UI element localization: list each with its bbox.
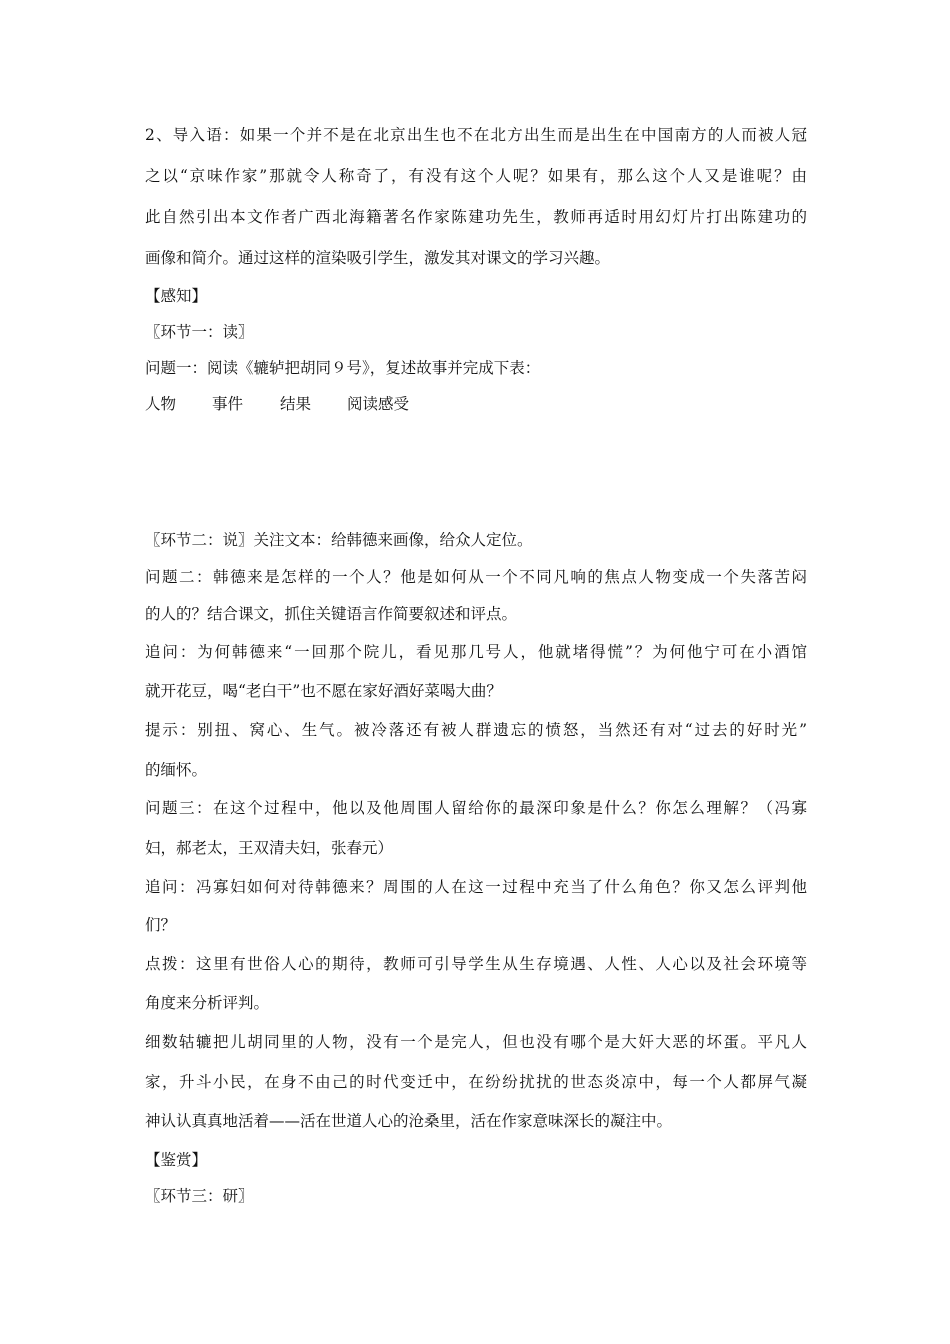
step-one-heading: 〖环节一：读〗 — [145, 323, 254, 341]
step-two-heading: 〖环节二：说〗关注文本：给韩德来画像，给众人定位。 — [145, 531, 533, 549]
intro-line: 此自然引出本文作者广西北海籍著名作家陈建功先生，教师再适时用幻灯片打出陈建功的 — [145, 208, 807, 226]
summary-line: 细数轱辘把儿胡同里的人物，没有一个是完人，但也没有哪个是大奸大恶的坏蛋。平凡人 — [145, 1033, 807, 1051]
table-header-cell: 结果 — [280, 395, 312, 413]
follow-up-one-line: 追问：为何韩德来“一回那个院儿，看见那几号人，他就堵得慌”？为何他宁可在小酒馆 — [145, 643, 807, 661]
summary-line: 神认认真真地活着——活在世道人心的沧桑里，活在作家意味深长的凝注中。 — [145, 1112, 673, 1130]
intro-line: 之以“京味作家”那就令人称奇了，有没有这个人呢？如果有，那么这个人又是谁呢？由 — [145, 167, 807, 185]
question-three-line: 问题三：在这个过程中，他以及他周围人留给你的最深印象是什么？你怎么理解？（冯寡 — [145, 799, 807, 817]
summary-line: 家，升斗小民，在身不由己的时代变迁中，在纷纷扰扰的世态炎凉中，每一个人都屏气凝 — [145, 1073, 807, 1091]
table-header-cell: 阅读感受 — [347, 395, 410, 413]
table-header-cell: 人物 — [145, 395, 177, 413]
intro-line: 2、导入语：如果一个并不是在北京出生也不在北方出生而是出生在中国南方的人而被人冠 — [145, 126, 807, 144]
table-header-cell: 事件 — [212, 395, 244, 413]
follow-up-two-line: 追问：冯寡妇如何对待韩德来？周围的人在这一过程中充当了什么角色？你又怎么评判他 — [145, 878, 807, 896]
guidance-line: 角度来分析评判。 — [145, 994, 270, 1012]
hint-line: 的缅怀。 — [145, 761, 208, 779]
question-one: 问题一：阅读《辘轳把胡同９号》，复述故事并完成下表： — [145, 359, 541, 377]
hint-line: 提示：别扭、窝心、生气。被冷落还有被人群遗忘的愤怒，当然还有对“过去的好时光” — [145, 721, 807, 739]
question-three-line: 妇，郝老太，王双清夫妇，张春元） — [145, 839, 394, 857]
question-two-line: 的人的？结合课文，抓住关键语言作简要叙述和评点。 — [145, 605, 518, 623]
question-two-line: 问题二：韩德来是怎样的一个人？他是如何从一个不同凡响的焦点人物变成一个失落苦闷 — [145, 568, 807, 586]
section-heading-appreciate: 【鉴赏】 — [145, 1151, 208, 1169]
intro-line: 画像和简介。通过这样的渲染吸引学生，激发其对课文的学习兴趣。 — [145, 249, 611, 267]
follow-up-one-line: 就开花豆，喝“老白干”也不愿在家好酒好菜喝大曲？ — [145, 682, 502, 700]
step-three-heading: 〖环节三：研〗 — [145, 1187, 254, 1205]
follow-up-two-line: 们？ — [145, 916, 177, 934]
section-heading-perceive: 【感知】 — [145, 287, 208, 305]
guidance-line: 点拨：这里有世俗人心的期待，教师可引导学生从生存境遇、人性、人心以及社会环境等 — [145, 955, 807, 973]
